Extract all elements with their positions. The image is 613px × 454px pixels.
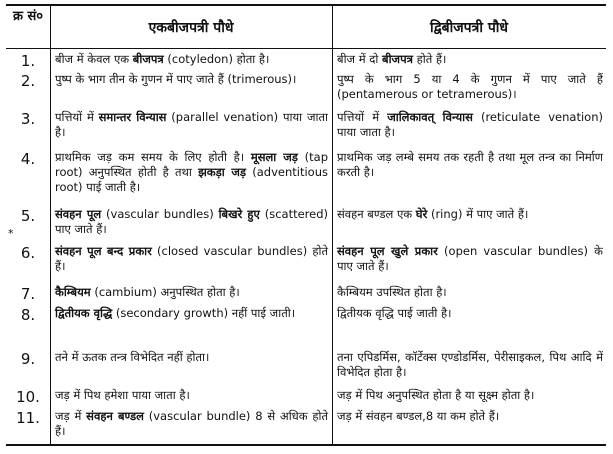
row-number: 7.	[20, 285, 36, 303]
comparison-table	[6, 4, 606, 450]
row-number: 6.	[20, 244, 36, 262]
text-segment: बीज में केवल एक	[55, 52, 133, 66]
monocot-cell	[55, 207, 328, 237]
text-segment: द्वितीयक वृद्धि पाई जाती है।	[337, 306, 452, 320]
header-rule	[6, 48, 606, 49]
dicot-cell	[337, 244, 603, 274]
text-segment: प्राथमिक जड़ लम्बे समय तक रहती है तथा मूल तन्त्र का निर्माण करती है।	[337, 150, 603, 179]
text-segment: कैम्बियम उपस्थित होता है।	[337, 285, 447, 299]
row-number: 3.	[20, 110, 36, 128]
text-segment: (secondary growth) नहीं पाई जाती।	[112, 306, 296, 320]
monocot-cell	[55, 110, 328, 140]
dicot-cell	[337, 350, 603, 380]
text-segment: (tap root) अनुपस्थित होती है तथा	[55, 150, 328, 179]
dicot-cell	[337, 52, 603, 67]
row-number: 11.	[16, 409, 40, 427]
header-serial: क्र सं०	[12, 9, 44, 24]
margin-mark: *	[8, 227, 14, 240]
dicot-cell	[337, 110, 603, 140]
row-number: 9.	[20, 350, 36, 368]
row-number: 2.	[20, 72, 36, 90]
bold-term: संवहन पूल बन्द प्रकार	[55, 244, 152, 258]
text-segment: (ring) में पाए जाते हैं।	[427, 207, 529, 221]
table-bottom-rule	[6, 444, 606, 446]
dicot-cell	[337, 388, 603, 403]
text-segment: पुष्प के भाग 5 या 4 के गुणन में पाए जाते हैं (pentamerous or tetramerous)।	[337, 72, 603, 101]
text-segment: होते हैं।	[412, 52, 447, 66]
row-number: 1.	[20, 52, 36, 70]
text-segment: (cambium) अनुपस्थित होता है।	[90, 285, 240, 299]
row-number: 10.	[16, 388, 40, 406]
text-segment: जड़ में संवहन बण्डल,8 या कम होते हैं।	[337, 409, 500, 423]
text-segment: जड़ में पिथ अनुपस्थित होता है या सूक्ष्म होता है।	[337, 388, 535, 402]
text-segment: (parallel venation) पाया जाता है।	[55, 110, 329, 139]
bold-term: संवहन बण्डल	[86, 409, 144, 423]
text-segment: बीज में दो	[337, 52, 383, 66]
text-segment: (open vascular bundles) के पाए जाते हैं।	[337, 244, 603, 273]
bold-term: बीजपत्र	[132, 52, 164, 66]
bold-term: संवहन पूल	[55, 207, 102, 221]
header-monocot: एकबीजपत्री पौधे	[148, 20, 234, 36]
serial-column-divider	[50, 4, 51, 446]
text-segment: (vascular bundle) 8 से अधिक होते हैं।	[55, 409, 329, 438]
monocot-cell	[55, 72, 328, 87]
row-number: 5.	[20, 207, 36, 225]
text-segment: (reticulate venation) पाया जाता है।	[337, 110, 603, 139]
text-segment: तने में ऊतक तन्त्र विभेदित नहीं होता।	[55, 350, 210, 364]
text-segment: (adventitious root) पाई जाती है।	[55, 165, 328, 194]
text-segment: (cotyledon) होता है।	[163, 52, 270, 66]
bold-term: घेरे	[415, 207, 428, 221]
monocot-cell	[55, 150, 328, 195]
text-segment: जड़ में	[55, 409, 87, 423]
dicot-cell	[337, 207, 603, 222]
dicot-cell	[337, 409, 603, 424]
table-top-rule	[6, 4, 606, 6]
text-segment: पत्तियों में	[337, 110, 388, 124]
bold-term: संवहन पूल खुले प्रकार	[337, 244, 438, 258]
monocot-cell	[55, 350, 328, 365]
bold-term: समान्तर विन्यास	[98, 110, 167, 124]
bold-term: बिखरे हुए	[218, 207, 260, 221]
bold-term: झकड़ा जड़	[198, 165, 247, 179]
bold-term: बीजपत्र	[382, 52, 413, 66]
monocot-cell	[55, 52, 328, 67]
center-column-divider	[332, 4, 333, 446]
dicot-cell	[337, 72, 603, 102]
text-segment: पत्तियों में	[55, 110, 99, 124]
bold-term: द्वितीयक वृद्धि	[55, 306, 113, 320]
row-number: 4.	[20, 150, 36, 168]
monocot-cell	[55, 409, 328, 439]
text-segment: (vascular bundles)	[101, 207, 219, 221]
bold-term: जालिकावत् विन्यास	[387, 110, 473, 124]
text-segment: जड़ में पिथ हमेशा पाया जाता है।	[55, 388, 190, 402]
dicot-cell	[337, 150, 603, 180]
text-segment: प्राथमिक जड़ कम समय के लिए होती है।	[55, 150, 251, 164]
text-segment: संवहन बण्डल एक	[337, 207, 416, 221]
bold-term: कैम्बियम	[55, 285, 91, 299]
text-segment: तना एपिडर्मिस, कॉर्टेक्स एण्डोडर्मिस, पेरीसाइकल, पिथ आदि में विभेदित होता है।	[337, 350, 603, 379]
dicot-cell	[337, 306, 603, 321]
text-segment: (scattered) पाए जाते हैं।	[55, 207, 328, 236]
header-dicot: द्विबीजपत्री पौधे	[429, 20, 509, 36]
monocot-cell	[55, 285, 328, 300]
dicot-cell	[337, 285, 603, 300]
monocot-cell	[55, 244, 328, 274]
row-number: 8.	[20, 306, 36, 324]
monocot-cell	[55, 388, 328, 403]
monocot-cell	[55, 306, 328, 321]
text-segment: (closed vascular bundles) होते हैं।	[55, 244, 329, 273]
bold-term: मूसला जड़	[250, 150, 298, 164]
text-segment: पुष्प के भाग तीन के गुणन में पाए जाते हैं (trimerous)।	[55, 72, 297, 86]
